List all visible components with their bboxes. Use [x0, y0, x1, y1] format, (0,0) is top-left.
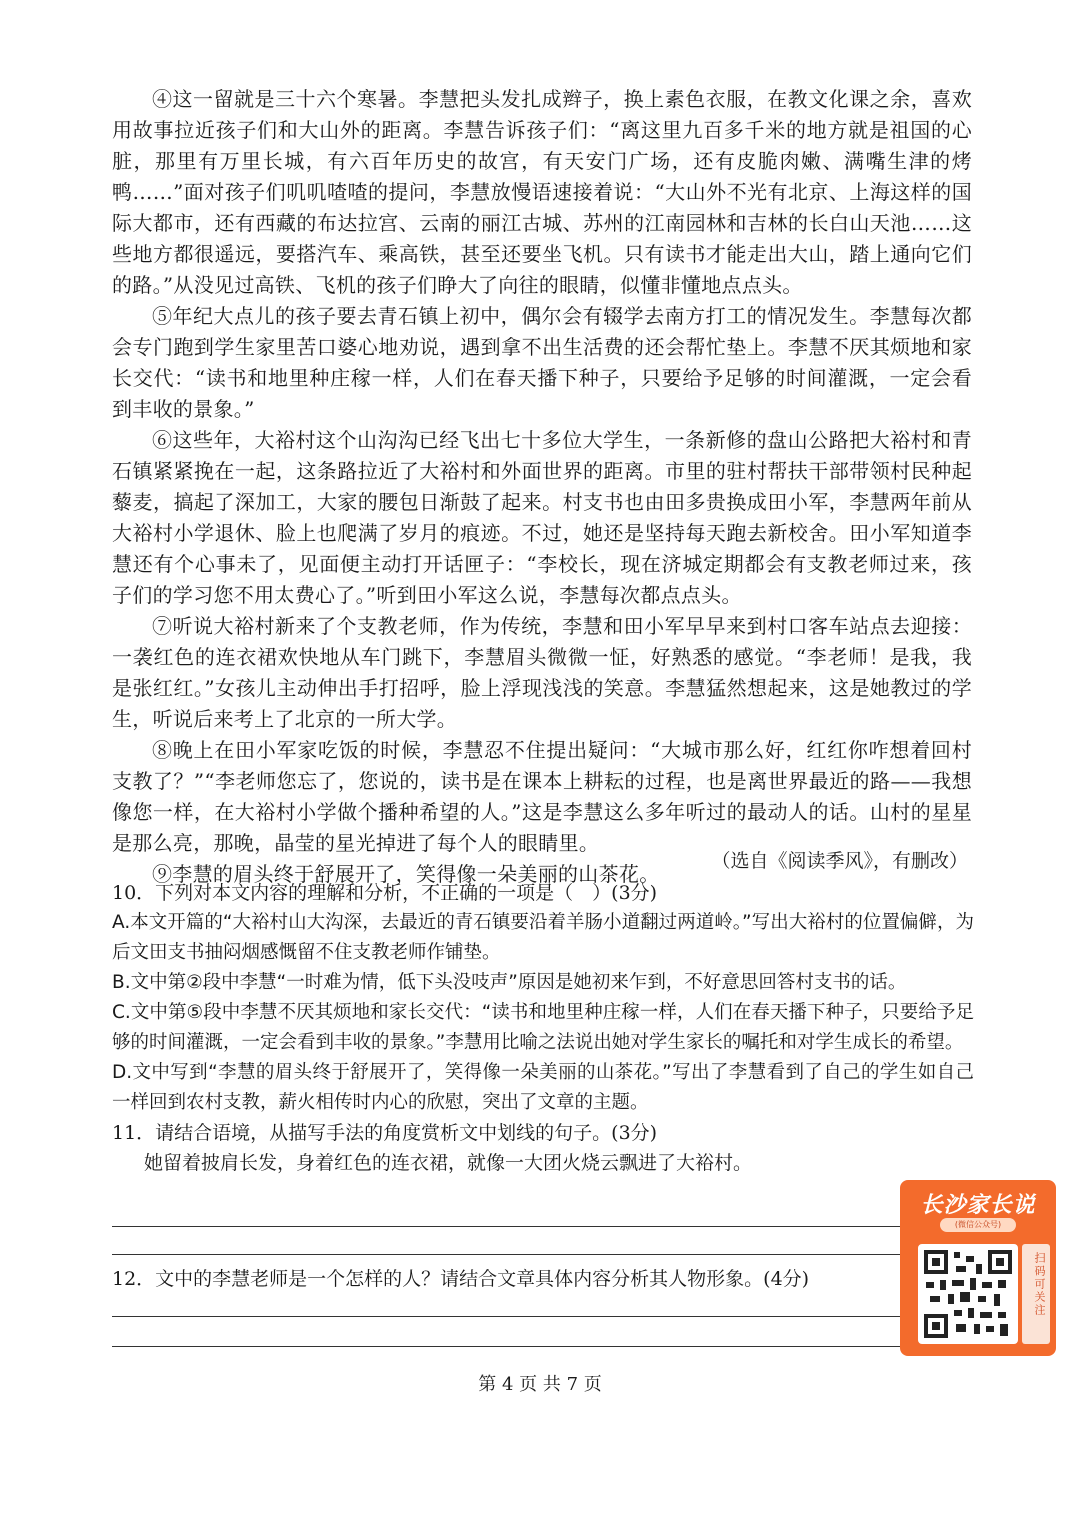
paragraph-8: ⑧晚上在田小军家吃饭的时候，李慧忍不住提出疑问：“大城市那么好，红红你咋想着回村支教了？”“李老师您忘了，您说的，读书是在课本上耕耘的过程，也是离世界最近的路——我想像您一样，在大裕村小学做个播种希望的人。”这是李慧这么多年听过的最动人的话。山村的星星是那么亮，那晚，晶莹的星光掉进了每个人的眼睛里。: [112, 738, 972, 855]
answer-line-11b: [112, 1254, 902, 1255]
question-10-stem: 10．下列对本文内容的理解和分析，不正确的一项是（ ）(3分): [112, 882, 658, 904]
watermark-hint-card: [1022, 1244, 1050, 1344]
question-10-option-c: C.文中第⑤段中李慧不厌其烦地和家长交代：“读书和地里种庄稼一样，人们在春天播下种子，只要给予足够的时间灌溉，一定会看到丰收的景象。”李慧用比喻之法说出她对学生家长的嘱托和对学生成长的希望。: [112, 1002, 974, 1053]
qr-code-icon: [918, 1244, 1018, 1344]
paragraph-5: ⑤年纪大点儿的孩子要去青石镇上初中，偶尔会有辍学去南方打工的情况发生。李慧每次都会专门跑到学生家里苦口婆心地劝说，遇到拿不出生活费的还会帮忙垫上。李慧不厌其烦地和家长交代：“读书和地里种庄稼一样，人们在春天播下种子，只要给予足够的时间灌溉，一定会看到丰收的景象。”: [112, 304, 972, 421]
watermark-badge: [900, 1180, 1056, 1356]
passage-source: （选自《阅读季风》，有删改）: [711, 850, 968, 872]
question-10-option-a: A.本文开篇的“大裕村山大沟深，去最近的青石镇要沿着羊肠小道翻过两道岭。”写出大裕村的位置偏僻，为后文田支书抽闷烟感慨留不住支教老师作铺垫。: [112, 912, 974, 963]
answer-line-11a: [112, 1226, 902, 1227]
questions-block: [112, 878, 974, 1178]
paragraph-4: ④这一留就是三十六个寒暑。李慧把头发扎成辫子，换上素色衣服，在教文化课之余，喜欢用故事拉近孩子们和大山外的距离。李慧告诉孩子们：“离这里九百多千米的地方就是祖国的心脏，那里有万里长城，有六百年历史的故宫，有天安门广场，还有皮脆肉嫩、满嘴生津的烤鸭……”面对孩子们叽叽喳喳的提问，李慧放慢语速接着说：“大山外不光有北京、上海这样的国际大都市，还有西藏的布达拉宫、云南的丽江古城、苏州的江南园林和吉林的长白山天池……这些地方都很遥远，要搭汽车、乘高铁，甚至还要坐飞机。只有读书才能走出大山，踏上通向它们的路。”从没见过高铁、飞机的孩子们睁大了向往的眼睛，似懂非懂地点点头。: [112, 87, 972, 297]
question-10-option-b: B.文中第②段中李慧“一时难为情，低下头没吱声”原因是她初来乍到，不好意思回答村支书的话。: [112, 972, 907, 993]
page-footer: [0, 1370, 1080, 1396]
answer-line-12a: [112, 1316, 902, 1317]
question-10-option-d: D.文中写到“李慧的眉头终于舒展开了，笑得像一朵美丽的山茶花。”写出了李慧看到了自己的学生如自己一样回到农村支教，薪火相传时内心的欣慰，突出了文章的主题。: [112, 1062, 974, 1113]
paragraph-6: ⑥这些年，大裕村这个山沟沟已经飞出七十多位大学生，一条新修的盘山公路把大裕村和青石镇紧紧挽在一起，这条路拉近了大裕村和外面世界的距离。市里的驻村帮扶干部带领村民种起藜麦，搞起了深加工，大家的腰包日渐鼓了起来。村支书也由田多贵换成田小军，李慧两年前从大裕村小学退休、脸上也爬满了岁月的痕迹。不过，她还是坚持每天跑去新校舍。田小军知道李慧还有个心事未了，见面便主动打开话匣子：“李校长，现在济城定期都会有支教老师过来，孩子们的学习您不用太费心了。”听到田小军这么说，李慧每次都点点头。: [112, 428, 972, 607]
watermark-subtitle: (微信公众号): [940, 1218, 1016, 1232]
page-number: 第 4 页 共 7 页: [478, 1374, 602, 1395]
question-11-quoted-sentence: 她留着披肩长发，身着红色的连衣裙，就像一大团火烧云飘进了大裕村。: [144, 1152, 753, 1174]
watermark-title: 长沙家长说: [920, 1193, 1036, 1218]
watermark-hint: 扫码可关注: [1033, 1252, 1046, 1317]
answer-line-12b: [112, 1346, 902, 1347]
paragraph-7: ⑦听说大裕村新来了个支教老师，作为传统，李慧和田小军早早来到村口客车站点去迎接：一袭红色的连衣裙欢快地从车门跳下，李慧眉头微微一怔，好熟悉的感觉。“李老师！是我，我是张红红。”女孩儿主动伸出手打招呼，脸上浮现浅浅的笑意。李慧猛然想起来，这是她教过的学生，听说后来考上了北京的一所大学。: [112, 614, 972, 731]
paragraph-9: ⑨李慧的眉头终于舒展开了，笑得像一朵美丽的山茶花。: [152, 862, 660, 886]
question-12-stem: 12．文中的李慧老师是一个怎样的人？请结合文章具体内容分析其人物形象。(4分): [112, 1268, 810, 1290]
question-11-stem: 11．请结合语境，从描写手法的角度赏析文中划线的句子。(3分): [112, 1122, 658, 1144]
reading-passage: [112, 84, 972, 890]
